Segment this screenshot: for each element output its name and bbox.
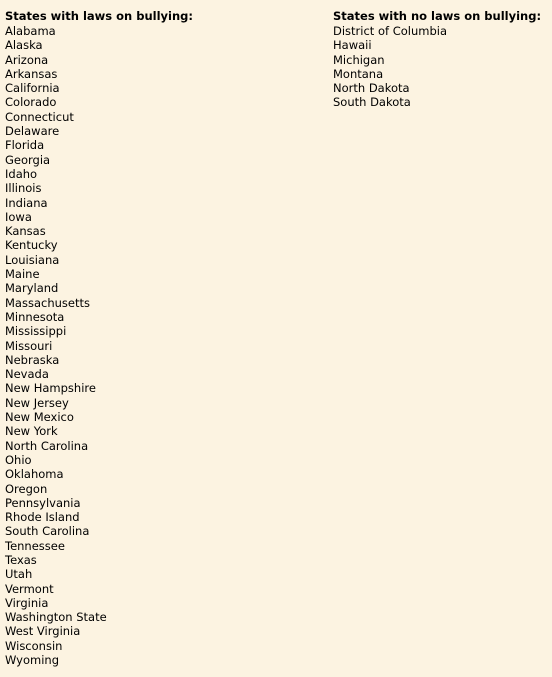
list-item: Washington State <box>5 610 107 625</box>
list-item: Mississippi <box>5 324 67 339</box>
list-item: Missouri <box>5 338 53 353</box>
list-item: Connecticut <box>5 109 74 124</box>
list-item: South Carolina <box>5 524 90 539</box>
list-item: Georgia <box>5 152 51 167</box>
list-item: Iowa <box>5 209 32 224</box>
laws-state-list <box>5 24 193 667</box>
list-item: Massachusetts <box>5 295 90 310</box>
list-item: Michigan <box>333 52 385 67</box>
list-item: Arizona <box>5 52 49 67</box>
list-item: Indiana <box>5 195 48 210</box>
list-item: Illinois <box>5 181 42 196</box>
list-item: Hawaii <box>333 38 372 53</box>
list-item: Rhode Island <box>5 510 80 525</box>
list-item: Kansas <box>5 224 46 239</box>
list-item: Ohio <box>5 452 32 467</box>
list-item: Arkansas <box>5 66 58 81</box>
list-item: Minnesota <box>5 309 65 324</box>
list-item: Maine <box>5 267 40 282</box>
list-item: Texas <box>5 552 37 567</box>
list-item: Oregon <box>5 481 48 496</box>
list-item: North Carolina <box>5 438 89 453</box>
list-item: Kentucky <box>5 238 58 253</box>
list-item: Delaware <box>5 124 60 139</box>
list-item: New Jersey <box>5 395 69 410</box>
no-laws-heading: States with no laws on bullying: <box>333 9 542 23</box>
list-item: Wisconsin <box>5 638 63 653</box>
list-item: Wyoming <box>5 653 59 668</box>
list-item: Alabama <box>5 24 56 38</box>
laws-heading: States with laws on bullying: <box>5 9 193 23</box>
list-item: Colorado <box>5 95 57 110</box>
list-item: Florida <box>5 138 45 153</box>
list-item: Louisiana <box>5 252 60 267</box>
list-item: Oklahoma <box>5 467 64 482</box>
list-item: West Virginia <box>5 624 81 639</box>
list-item: New Hampshire <box>5 381 96 396</box>
no-laws-column <box>333 9 541 110</box>
list-item: Pennsylvania <box>5 495 81 510</box>
list-item: Alaska <box>5 38 43 53</box>
list-item: District of Columbia <box>333 24 447 38</box>
list-item: New York <box>5 424 58 439</box>
list-item: Maryland <box>5 281 59 296</box>
list-item: New Mexico <box>5 410 74 425</box>
list-item: North Dakota <box>333 81 410 96</box>
laws-column <box>5 9 193 667</box>
list-item: California <box>5 81 60 96</box>
list-item: Virginia <box>5 595 49 610</box>
list-item: Tennessee <box>5 538 65 553</box>
list-item: Nebraska <box>5 352 60 367</box>
list-item: Idaho <box>5 166 38 181</box>
list-item: Montana <box>333 66 384 81</box>
list-item: South Dakota <box>333 95 411 110</box>
list-item: Utah <box>5 567 33 582</box>
list-item: Vermont <box>5 581 54 596</box>
no-laws-state-list <box>333 24 541 110</box>
list-item: Nevada <box>5 367 49 382</box>
